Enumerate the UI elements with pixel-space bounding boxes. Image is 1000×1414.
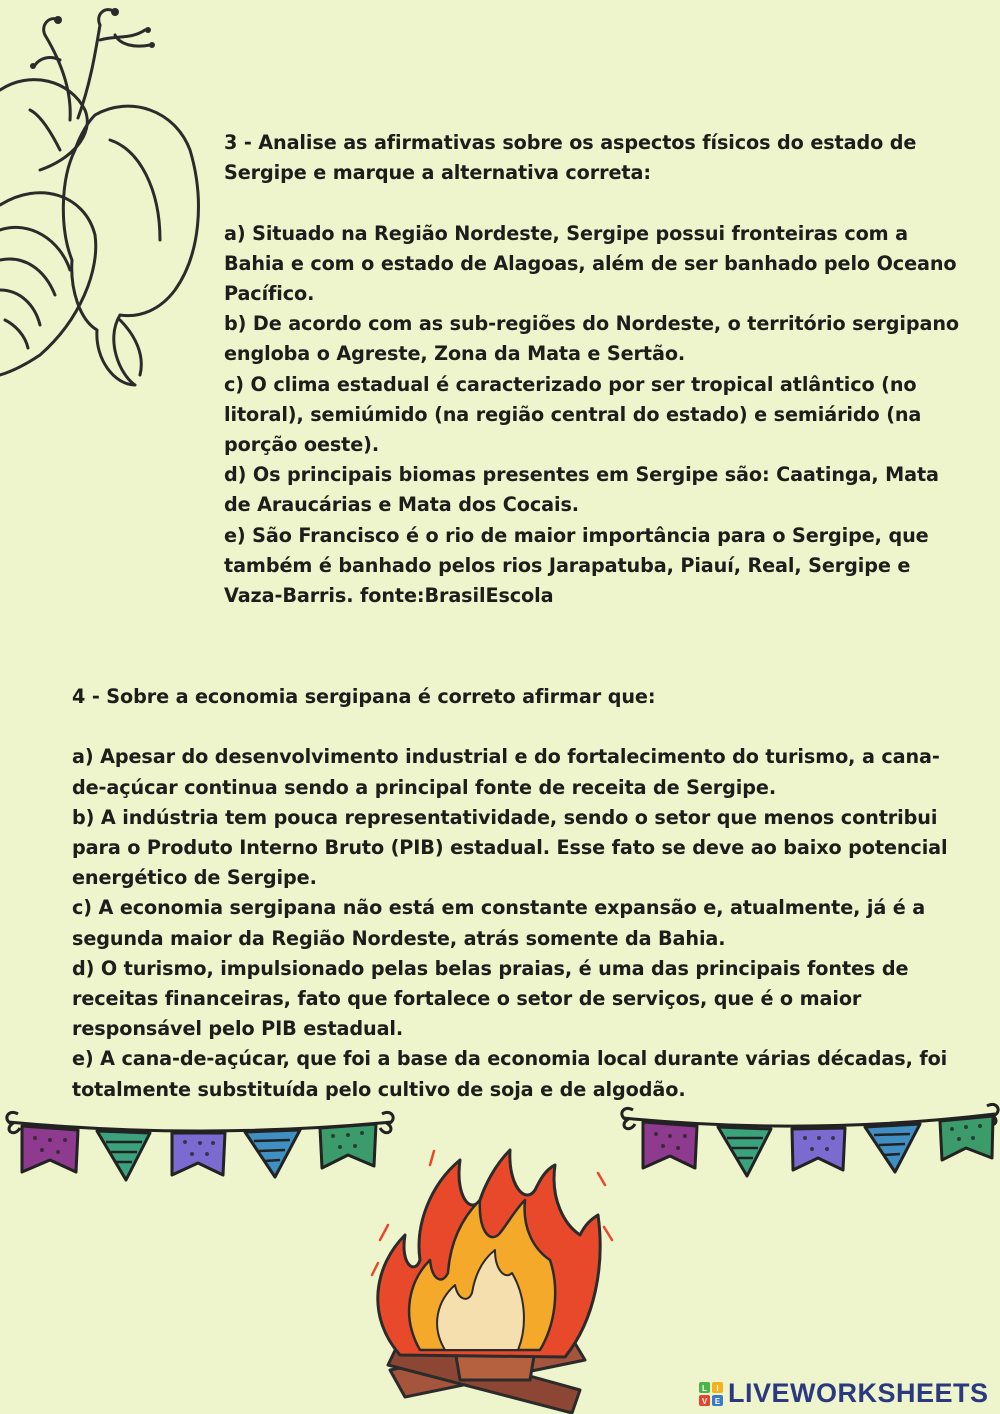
- liveworksheets-logo-text: LIVEWORKSHEETS: [728, 1378, 989, 1408]
- question-3-option-d: d) Os principais biomas presentes em Sergipe são: Caatinga, Mata de Araucárias e Mata dos Cocais.: [224, 463, 939, 517]
- question-4: [72, 682, 962, 1105]
- svg-text:V: V: [701, 1396, 708, 1406]
- cashew-illustration: [0, 0, 215, 390]
- bunting-flags-left: [0, 1100, 400, 1195]
- question-3-option-e: e) São Francisco é o rio de maior importância para o Sergipe, que também é banhado pelos rios Jarapatuba, Piauí, Real, Sergipe e Vaza-Barris. fonte:BrasilEscola: [224, 523, 929, 608]
- question-4-title: 4 - Sobre a economia sergipana é correto afirmar que:: [72, 685, 656, 708]
- bunting-flags-right: [615, 1096, 1000, 1191]
- question-3: [224, 128, 959, 611]
- svg-text:L: L: [702, 1383, 707, 1393]
- svg-text:E: E: [714, 1396, 721, 1406]
- svg-text:I: I: [716, 1383, 719, 1393]
- question-4-option-b: b) A indústria tem pouca representatividade, sendo o setor que menos contribui para o Produto Interno Bruto (PIB) estadual. Esse fato se deve ao baixo potencial energético de Sergipe.: [72, 805, 948, 890]
- question-3-title: 3 - Analise as afirmativas sobre os aspectos físicos do estado de Sergipe e marque a alternativa correta:: [224, 131, 917, 185]
- liveworksheets-logo: [698, 1378, 989, 1409]
- question-3-option-a: a) Situado na Região Nordeste, Sergipe possui fronteiras com a Bahia e com o estado de Alagoas, além de ser banhado pelo Oceano Pacífico.: [224, 221, 957, 305]
- question-4-option-c: c) A economia sergipana não está em constante expansão e, atualmente, já é a segunda maior da Região Nordeste, atrás somente da Bahia.: [72, 896, 926, 950]
- question-3-option-c: c) O clima estadual é caracterizado por ser tropical atlântico (no litoral), semiúmido (na região central do estado) e semiárido (na porção oeste).: [224, 372, 922, 457]
- question-3-option-b: b) De acordo com as sub-regiões do Nordeste, o território sergipano engloba o Agreste, Zona da Mata e Sertão.: [224, 312, 959, 366]
- bonfire-illustration: [360, 1145, 620, 1414]
- question-4-option-e: e) A cana-de-açúcar, que foi a base da economia local durante várias décadas, foi totalmente substituída pelo cultivo de soja e de algodão.: [72, 1047, 948, 1101]
- question-4-option-a: a) Apesar do desenvolvimento industrial e do fortalecimento do turismo, a cana-de-açúcar continua sendo a principal fonte de receita de Sergipe.: [72, 745, 940, 799]
- question-4-option-d: d) O turismo, impulsionado pelas belas praias, é uma das principais fontes de receitas financeiras, fato que fortalece o setor de serviços, que é o maior responsável pelo PIB estadual.: [72, 956, 909, 1041]
- liveworksheets-logo-icon: [698, 1381, 724, 1407]
